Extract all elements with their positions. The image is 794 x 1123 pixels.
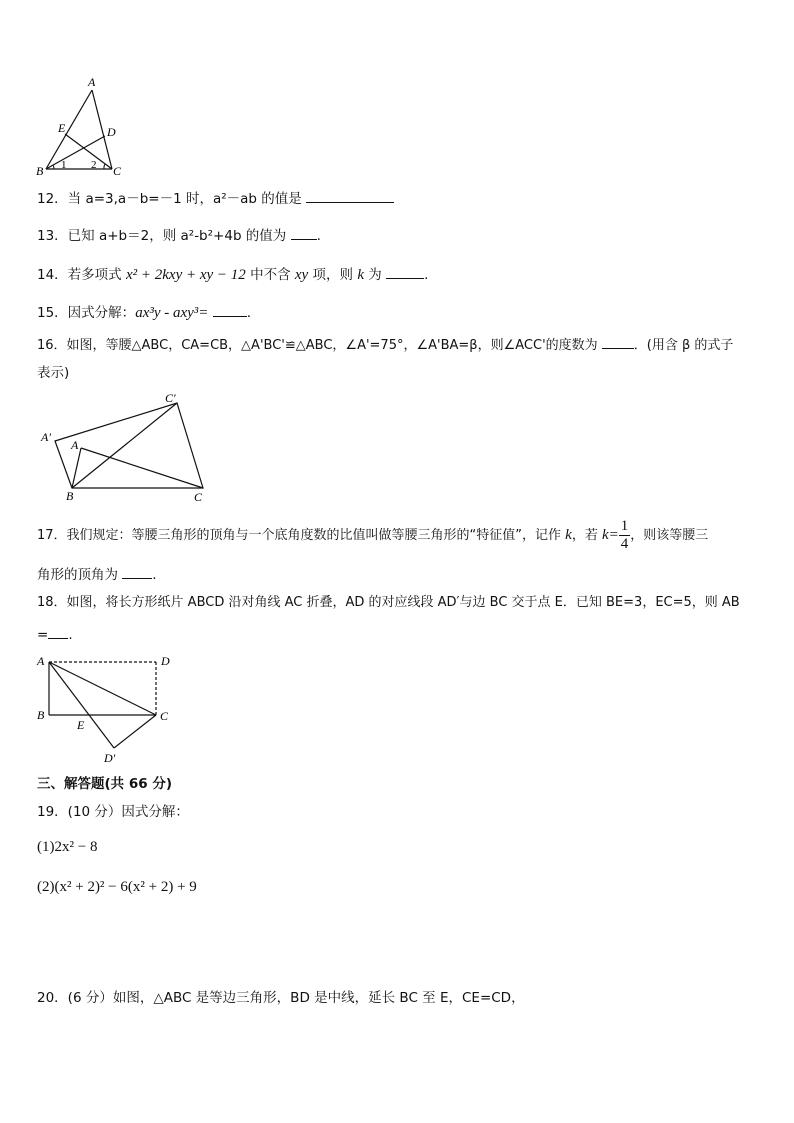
question-17-line1 [37, 518, 708, 553]
figure-quadrilateral-2 [38, 390, 218, 506]
q18-answer-blank[interactable] [48, 624, 68, 639]
q14-prefix: 14．若多项式 [37, 267, 122, 283]
q17-line2: 角形的顶角为 [37, 567, 118, 583]
question-12 [37, 188, 394, 208]
q16-tail: ．(用含 β 的式子 [633, 338, 734, 353]
question-16-line1 [37, 334, 733, 355]
label-C: C [113, 164, 122, 178]
q16-text: 16．如图，等腰△ABC，CA=CB，△A'BC'≌△ABC，∠A'=75°，∠A'BA=β，则∠ACC'的度数为 [37, 338, 598, 353]
q16-answer-blank[interactable] [602, 334, 634, 349]
section-3-title-text: 三、解答题(共 66 分) [37, 776, 173, 792]
q14-term: xy [294, 267, 309, 283]
question-16-line2 [37, 364, 69, 382]
figure-triangle-1 [34, 76, 130, 178]
label-C-prime: C′ [165, 391, 176, 405]
q18-line2: = [37, 627, 49, 643]
label-A: A [71, 438, 79, 452]
label-B: B [36, 164, 44, 178]
q17-denominator: 4 [620, 536, 629, 552]
label-B: B [66, 489, 74, 503]
section-3-title [37, 775, 172, 793]
q20-text: 20．(6 分）如图，△ABC 是等边三角形，BD 是中线，延长 BC 至 E，CE=CD， [37, 990, 525, 1006]
question-20 [37, 989, 525, 1007]
label-D: D [161, 654, 170, 668]
question-18-line2 [37, 624, 73, 644]
q17-numerator: 1 [620, 518, 629, 534]
label-B: B [37, 708, 45, 722]
q14-expression: x² + 2kxy + xy − 12 [125, 267, 246, 283]
label-angle-2: 2 [91, 159, 97, 171]
label-C: C [160, 709, 169, 723]
q15-expression: ax³y - axy³= [135, 305, 209, 321]
label-A: A [37, 654, 45, 668]
q15-prefix: 15．因式分解： [37, 305, 136, 321]
q14-mid: 中不含 [250, 267, 291, 283]
q14-mid2: 项，则 [312, 267, 354, 283]
label-A: A [88, 76, 96, 89]
question-19-part2 [37, 878, 197, 896]
question-17-line2 [37, 564, 157, 584]
q18-text: 18．如图，将长方形纸片 ABCD 沿对角线 AC 折叠，AD 的对应线段 AD′与边 BC 交于点 E．已知 BE=3，EC=5，则 AB [37, 595, 740, 610]
q19-part2-expr: (2)(x² + 2)² − 6(x² + 2) + 9 [37, 879, 197, 895]
q18-tail: . [68, 627, 73, 643]
question-13 [37, 225, 321, 245]
question-14 [37, 264, 428, 284]
question-15 [37, 302, 251, 322]
label-A-prime: A′ [41, 430, 51, 444]
q13-tail: . [316, 228, 321, 244]
q17-fraction [619, 518, 631, 553]
q17-text-a: 17．我们规定：等腰三角形的顶角与一个底角度数的比值叫做等腰三角形的“特征值”，记作 [37, 528, 562, 543]
q19-title: 19．(10 分）因式分解： [37, 804, 189, 820]
label-D: D [107, 125, 116, 139]
q17-tail: . [152, 567, 157, 583]
q12-answer-blank[interactable] [306, 188, 394, 203]
q17-text-b: ，若 [571, 528, 598, 543]
q15-answer-blank[interactable] [213, 302, 247, 317]
label-E: E [77, 718, 85, 732]
question-19 [37, 803, 189, 821]
q13-answer-blank[interactable] [291, 225, 317, 240]
label-D-prime: D′ [104, 751, 116, 765]
q17-k-eq: k= [601, 527, 619, 543]
q15-tail: . [246, 305, 252, 321]
q14-tail: . [424, 267, 429, 283]
label-C: C [194, 490, 203, 504]
q12-text: 12．当 a=3,a－b=－1 时，a²－ab 的值是 [37, 191, 302, 207]
figure-rectangle-fold-3 [34, 650, 184, 768]
q14-mid3: 为 [368, 267, 382, 283]
q17-k: k [565, 527, 572, 543]
q14-k: k [357, 267, 364, 283]
question-18-line1 [37, 594, 740, 612]
question-19-part1 [37, 838, 97, 856]
q16-line2: 表示) [37, 365, 70, 381]
q14-answer-blank[interactable] [386, 264, 424, 279]
label-angle-1: 1 [61, 159, 67, 171]
q17-text-c: ，则该等腰三 [630, 528, 709, 543]
q19-part1-expr: (1)2x² − 8 [37, 839, 98, 855]
q17-answer-blank[interactable] [122, 564, 152, 579]
q13-text: 13．已知 a+b＝2，则 a²-b²+4b 的值为 [37, 228, 287, 244]
label-E: E [58, 121, 66, 135]
